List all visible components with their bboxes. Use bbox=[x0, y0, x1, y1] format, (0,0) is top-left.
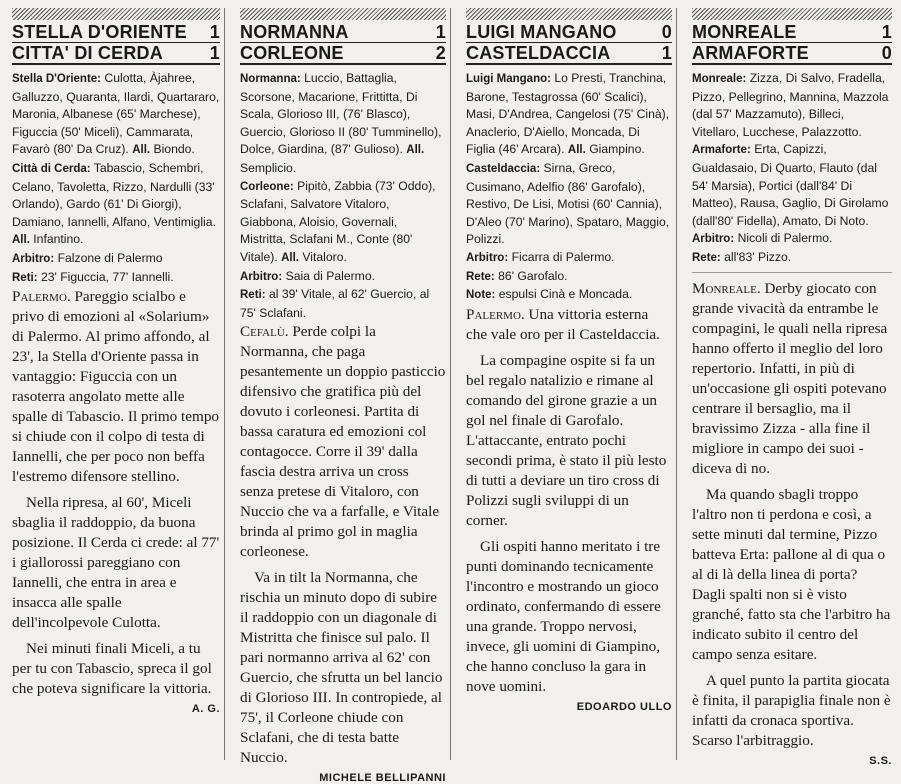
team-home: MONREALE bbox=[692, 22, 797, 42]
team-away: CASTELDACCIA bbox=[466, 43, 611, 63]
paragraph-1: Palermo. Pareggio scialbo e privo di emozioni al «Solarium» di Palermo. Al primo affondo, al 23', la Stella d'Oriente passa in vantaggio: Figuccia con un rasoterra angolato mette alle spalle di Tabascio. Il primo tempo si chiude con il colpo di testa di Iannelli, che per poco non beffa l'estremo difensore stellino. bbox=[12, 288, 220, 486]
score-row-away bbox=[692, 43, 892, 65]
paragraph-2: Ma quando sbagli troppo l'altro non ti perdona e così, a sette minuti dal termine, Pizzo batteva Erta: pallone al di qua o al di là della linea di porta? Dagli spalti non si è visto granché, fatto sta che l'arbitro ha indicato subito il centro del campo senza esitare. bbox=[692, 485, 891, 663]
team-away: CITTA' DI CERDA bbox=[12, 43, 163, 63]
lineup-home: Stella D'Oriente: Culotta, Àjahree, Galluzzo, Quaranta, Ilardi, Quartararo, Maronia, Albanese (65' Marchese), Figuccia (50' Miceli), Cammarata, Favarò (80' Da Cruz). All. Biondo. bbox=[12, 71, 220, 157]
score-row-home bbox=[12, 22, 220, 43]
team-away: ARMAFORTE bbox=[692, 43, 809, 63]
score-row-away bbox=[12, 43, 220, 65]
author-signature: MICHELE BELLIPANNI bbox=[319, 772, 446, 784]
header-hatch bbox=[240, 8, 446, 20]
article-monreale-armaforte bbox=[686, 8, 896, 767]
author-signature: S.S. bbox=[869, 754, 892, 767]
goals: Reti: al 39' Vitale, al 62' Guercio, al 75' Sclafani. bbox=[240, 287, 430, 320]
score-away: 1 bbox=[661, 43, 672, 63]
score-away: 1 bbox=[209, 43, 220, 63]
header-hatch bbox=[12, 8, 220, 20]
paragraph-2: La compagine ospite si fa un bel regalo natalizio e rimane al comando del girone grazie a un gol nel finale di Garofalo. L'attaccante, entrato pochi secondi prima, è stato il più lesto di tutti a deviare un tiro cross di Polizzi sugli sviluppi di un corner. bbox=[466, 351, 667, 529]
score-row-away bbox=[466, 43, 672, 65]
score-away: 0 bbox=[881, 43, 892, 63]
team-home: NORMANNA bbox=[240, 22, 349, 42]
score-row-away bbox=[240, 43, 446, 65]
paragraph-3: A quel punto la partita giocata è finita, il parapiglia finale non è infatti da cronaca sportiva. Scarso l'arbitraggio. bbox=[692, 671, 891, 749]
team-home: STELLA D'ORIENTE bbox=[12, 22, 187, 42]
author-signature: A. G. bbox=[191, 703, 220, 716]
lineup-home: Luigi Mangano: Lo Presti, Tranchina, Barone, Testagrossa (60' Scalici), Masi, D'Andrea, Cangelosi (75' Cinà), Anaclerio, D'Aiello, Moncada, Di Figlia (46' Arcara). All. Giampino. bbox=[466, 71, 670, 157]
header-hatch bbox=[466, 8, 672, 20]
paragraph-2: Nella ripresa, al 60', Miceli sbaglia il raddoppio, da buona posizione. Il Cerda ci crede: al 77' i giallorossi pareggiano con Iannelli, che entra in area e insacca alle spalle dell'incolpevole Culotta. bbox=[12, 494, 220, 632]
team-home: LUIGI MANGANO bbox=[466, 22, 617, 42]
header-hatch bbox=[692, 8, 892, 20]
referee: Arbitro: Falzone di Palermo bbox=[12, 250, 163, 265]
lineup-home: Monreale: Zizza, Di Salvo, Fradella, Pizzo, Pellegrino, Mannina, Mazzola (dal 57' Mazzamuto), Billeci, Vitellaro, Lucchese, Palazzotto. bbox=[692, 71, 889, 139]
paragraph-2: Va in tilt la Normanna, che rischia un minuto dopo di subire il raddoppio con un diagonale di Mistritta che finisce sul palo. Il pari normanno arriva al 62' con Guercio, che sfrutta un bel lancio di Glorioso III. In contropiede, al 75', il Corleone chiude con Sclafani, che di testa batte Nuccio. bbox=[240, 569, 443, 767]
lineup-away: Città di Cerda: Tabascio, Schembri, Celano, Tavoletta, Rizzo, Nardulli (33' Orlando), Gardo (61' Di Giorgi), Damiano, Iannelli, Alfano, Ventimiglia. All. Infantino. bbox=[12, 160, 216, 247]
paragraph-3: Gli ospiti hanno meritato i tre punti dominando tecnicamente l'incontro e mostrando un gioco ordinato, confermando di essere una grande. Troppo nervosi, invece, gli uomini di Giampino, che hanno concluso la gara in nove uomini. bbox=[466, 537, 661, 695]
score-row-home bbox=[692, 22, 892, 43]
lineup-away: Casteldaccia: Sirna, Greco, Cusimano, Adelfio (86' Garofalo), Restivo, De Lisi, Motisi (60' Cannia), D'Aleo (70' Marino), Spataro, Maggio, Polizzi. bbox=[466, 160, 670, 247]
score-row-home bbox=[466, 22, 672, 43]
article-normanna-corleone bbox=[234, 8, 451, 784]
author-signature: EDOARDO ULLO bbox=[576, 700, 672, 713]
lineup-away: Armaforte: Erta, Capizzi, Gualdasaio, Di Quarto, Flauto (dal 54' Marsia), Portici (dall'84' Di Matteo), Rausa, Gaglio, Di Girolamo (dall'80' Fidella), Amato, Di Noto. bbox=[692, 142, 889, 228]
referee: Arbitro: Ficarra di Palermo. bbox=[466, 249, 615, 264]
referee: Arbitro: Nicoli di Palermo. bbox=[692, 231, 833, 246]
paragraph-1: Palermo. Una vittoria esterna che vale oro per il Casteldaccia. bbox=[466, 305, 660, 343]
paragraph-3: Nei minuti finali Miceli, a tu per tu con Tabascio, spreca il gol che poteva significare la vittoria. bbox=[12, 640, 212, 698]
article-stella-cerda bbox=[6, 8, 225, 760]
score-home: 1 bbox=[209, 22, 220, 42]
referee: Arbitro: Saia di Palermo. bbox=[240, 268, 375, 283]
article-mangano-casteldaccia bbox=[460, 8, 677, 760]
paragraph-1: Cefalù. Perde colpi la Normanna, che paga pesantemente un doppio pasticcio difensivo che gratifica più del dovuto i corleonesi. Partita di bassa caratura ed emozioni col contagocce. Corre il 39' dalla fascia destra arriva un cross senza pretese di Vitaloro, con Nuccio che va a farfalle, e Vitale brinda al primo gol in maglia corleonese. bbox=[240, 323, 446, 561]
goals: Rete: 86' Garofalo. bbox=[466, 268, 568, 283]
notes: Note: espulsi Cinà e Moncada. bbox=[466, 287, 633, 302]
paragraph-1: Monreale. Derby giocato con grande vivacità da entrambe le compagini, le quali nella ripresa hanno offerto il meglio del loro repertorio. Infatti, in più di un'occasione gli ospiti potevano centrare il bersaglio, ma il bravissimo Zizza - alla fine il migliore in campo dei suoi - diceva di no. bbox=[692, 279, 888, 477]
lineup-home: Normanna: Luccio, Battaglia, Scorsone, Macarione, Frittitta, Di Scala, Glorioso III, (76' Blasco), Guercio, Glorioso II (80' Tumminello), Dolce, Giardina, (87' Gulioso). All. Semplicio. bbox=[240, 71, 442, 175]
score-home: 0 bbox=[661, 22, 672, 42]
score-row-home bbox=[240, 22, 446, 43]
divider bbox=[692, 272, 892, 273]
goals: Reti: 23' Figuccia, 77' Iannelli. bbox=[12, 269, 174, 284]
score-away: 2 bbox=[435, 43, 446, 63]
goals: Rete: all'83' Pizzo. bbox=[692, 249, 792, 264]
score-home: 1 bbox=[435, 22, 446, 42]
score-home: 1 bbox=[881, 22, 892, 42]
lineup-away: Corleone: Pipitò, Zabbia (73' Oddo), Sclafani, Salvatore Vitaloro, Giabbona, Aloisio, Governali, Mistritta, Sclafani M., Conte (80' Vitale). All. Vitaloro. bbox=[240, 178, 436, 264]
team-away: CORLEONE bbox=[240, 43, 344, 63]
